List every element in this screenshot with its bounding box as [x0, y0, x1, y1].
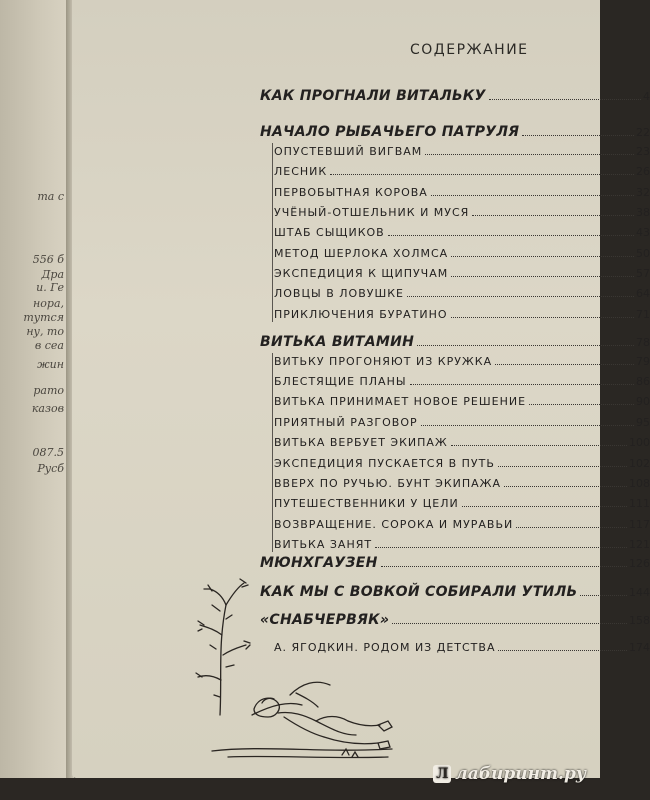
dot-leader: [451, 317, 634, 318]
watermark: [433, 764, 586, 784]
dot-leader: [392, 623, 627, 624]
dot-leader: [421, 425, 634, 426]
labirint-logo-icon: Л: [433, 765, 451, 783]
contents-page: [72, 0, 650, 778]
entry-page-number: 78: [636, 336, 650, 349]
dot-leader: [504, 486, 627, 487]
entry-title: ЛЕСНИК: [274, 165, 328, 178]
entry-title: КАК ПРОГНАЛИ ВИТАЛЬКУ: [260, 88, 486, 104]
page-title: СОДЕРЖАНИЕ: [410, 42, 529, 58]
entry-page-number: 43: [636, 226, 650, 239]
entry-page-number: 90: [636, 395, 650, 408]
dot-leader: [529, 404, 634, 405]
toc-section-entry: [274, 518, 650, 531]
dot-leader: [451, 276, 634, 277]
dot-leader: [388, 235, 634, 236]
left-page-text-fragment: Русб: [37, 462, 64, 475]
section-bracket-line: [272, 143, 273, 322]
entry-page-number: 57: [636, 267, 650, 280]
toc-section-entry: [274, 355, 650, 368]
entry-title: ПЕРВОБЫТНАЯ КОРОВА: [274, 186, 428, 199]
entry-page-number: 4: [643, 90, 650, 103]
toc-section-entry: [274, 186, 650, 199]
entry-page-number: 38: [636, 206, 650, 219]
entry-title: ПРИКЛЮЧЕНИЯ БУРАТИНО: [274, 308, 448, 321]
entry-page-number: 121: [629, 538, 650, 551]
entry-page-number: 126: [629, 557, 650, 570]
entry-page-number: 64: [636, 287, 650, 300]
entry-title: ВВЕРХ ПО РУЧЬЮ. БУНТ ЭКИПАЖА: [274, 477, 502, 490]
entry-page-number: 102: [629, 457, 650, 470]
sleeping-boy-illustration: [192, 565, 422, 765]
left-page-text-fragment: казов: [31, 402, 64, 415]
entry-title: ОПУСТЕВШИЙ ВИГВАМ: [274, 145, 423, 158]
left-page-fragment: [0, 0, 68, 800]
left-page-text-fragment: в сеа: [34, 339, 64, 352]
toc-section-entry: [274, 165, 650, 178]
entry-title: МЮНХГАУЗЕН: [260, 555, 378, 571]
dot-leader: [375, 547, 627, 548]
entry-title: ПРИЯТНЫЙ РАЗГОВОР: [274, 416, 418, 429]
toc-chapter-entry: [260, 88, 650, 104]
toc-section-entry: [274, 477, 650, 490]
dot-leader: [498, 466, 627, 467]
dot-leader: [522, 135, 634, 136]
dot-leader: [451, 256, 634, 257]
dot-leader: [417, 345, 634, 346]
dot-leader: [516, 527, 627, 528]
entry-title: УЧЁНЫЙ-ОТШЕЛЬНИК И МУСЯ: [274, 206, 470, 219]
entry-title: НАЧАЛО РЫБАЧЬЕГО ПАТРУЛЯ: [260, 124, 520, 140]
dot-leader: [407, 296, 634, 297]
entry-page-number: 100: [629, 436, 650, 449]
entry-page-number: 71: [636, 308, 650, 321]
entry-title: БЛЕСТЯЩИЕ ПЛАНЫ: [274, 375, 407, 388]
entry-title: ЭКСПЕДИЦИЯ ПУСКАЕТСЯ В ПУТЬ: [274, 457, 495, 470]
entry-page-number: 22: [636, 126, 650, 139]
entry-title: ВИТЬКА ЗАНЯТ: [274, 538, 373, 551]
dot-leader: [451, 445, 627, 446]
left-page-text-fragment: Дра: [41, 268, 64, 281]
toc-section-entry: [274, 436, 650, 449]
toc-section-entry: [274, 267, 650, 280]
dot-leader: [495, 364, 634, 365]
section-bracket-line: [272, 353, 273, 552]
entry-title: ЛОВЦЫ В ЛОВУШКЕ: [274, 287, 404, 300]
entry-title: ШТАБ СЫЩИКОВ: [274, 226, 385, 239]
left-page-text-fragment: и. Ге: [36, 281, 64, 294]
entry-title: КАК МЫ С ВОВКОЙ СОБИРАЛИ УТИЛЬ: [260, 584, 578, 600]
toc-section-entry: [274, 538, 650, 551]
entry-title: ВИТЬКА ВИТАМИН: [260, 334, 415, 350]
toc-section-entry: [274, 497, 650, 510]
toc-section-entry: [274, 226, 650, 239]
entry-page-number: 174: [629, 641, 650, 654]
toc-chapter-entry: [260, 334, 650, 350]
entry-page-number: 95: [636, 416, 650, 429]
entry-title: «СНАБЧЕРВЯК»: [260, 612, 390, 628]
dot-leader: [472, 215, 634, 216]
toc-chapter-entry: [260, 124, 650, 140]
entry-page-number: 79: [636, 355, 650, 368]
left-page-text-fragment: 087.5: [32, 446, 64, 459]
toc-section-entry: [274, 247, 650, 260]
entry-title: ВОЗВРАЩЕНИЕ. СОРОКА И МУРАВЬИ: [274, 518, 514, 531]
entry-page-number: 50: [636, 247, 650, 260]
entry-title: ПУТЕШЕСТВЕННИКИ У ЦЕЛИ: [274, 497, 459, 510]
dot-leader: [489, 99, 641, 100]
left-page-text-fragment: рато: [33, 384, 64, 397]
entry-page-number: 108: [629, 477, 650, 490]
toc-section-entry: [274, 287, 650, 300]
watermark-text: лабиринт.ру: [455, 764, 586, 784]
dot-leader: [580, 595, 627, 596]
dot-leader: [431, 195, 634, 196]
entry-title: ВИТЬКА ПРИНИМАЕТ НОВОЕ РЕШЕНИЕ: [274, 395, 527, 408]
left-page-text-fragment: жин: [37, 358, 64, 371]
dot-leader: [425, 154, 634, 155]
entry-page-number: 26: [636, 165, 650, 178]
entry-page-number: 111: [629, 497, 650, 510]
entry-page-number: 117: [629, 518, 650, 531]
left-page-text-fragment: ну, то: [26, 325, 64, 338]
left-page-text-fragment: нора,: [33, 297, 64, 310]
entry-page-number: 158: [629, 614, 650, 627]
dot-leader: [498, 650, 627, 651]
left-page-text-fragment: 556 б: [32, 253, 64, 266]
entry-page-number: 32: [636, 186, 650, 199]
dot-leader: [330, 174, 634, 175]
toc-section-entry: [274, 395, 650, 408]
entry-page-number: 144: [629, 586, 650, 599]
toc-section-entry: [274, 416, 650, 429]
entry-title: МЕТОД ШЕРЛОКА ХОЛМСА: [274, 247, 449, 260]
entry-title: А. ЯГОДКИН. РОДОМ ИЗ ДЕТСТВА: [274, 641, 496, 654]
toc-section-entry: [274, 145, 650, 158]
entry-title: ВИТЬКУ ПРОГОНЯЮТ ИЗ КРУЖКА: [274, 355, 493, 368]
toc-section-entry: [274, 308, 650, 321]
toc-section-entry: [274, 457, 650, 470]
dot-leader: [462, 506, 627, 507]
dot-leader: [410, 384, 634, 385]
left-page-text-fragment: тутся: [23, 311, 64, 324]
toc-section-entry: [274, 375, 650, 388]
entry-page-number: 86: [636, 375, 650, 388]
toc-section-entry: [274, 206, 650, 219]
entry-page-number: 23: [636, 145, 650, 158]
left-page-text-fragment: та с: [37, 190, 64, 203]
entry-title: ВИТЬКА ВЕРБУЕТ ЭКИПАЖ: [274, 436, 448, 449]
entry-title: ЭКСПЕДИЦИЯ К ЩИПУЧАМ: [274, 267, 449, 280]
